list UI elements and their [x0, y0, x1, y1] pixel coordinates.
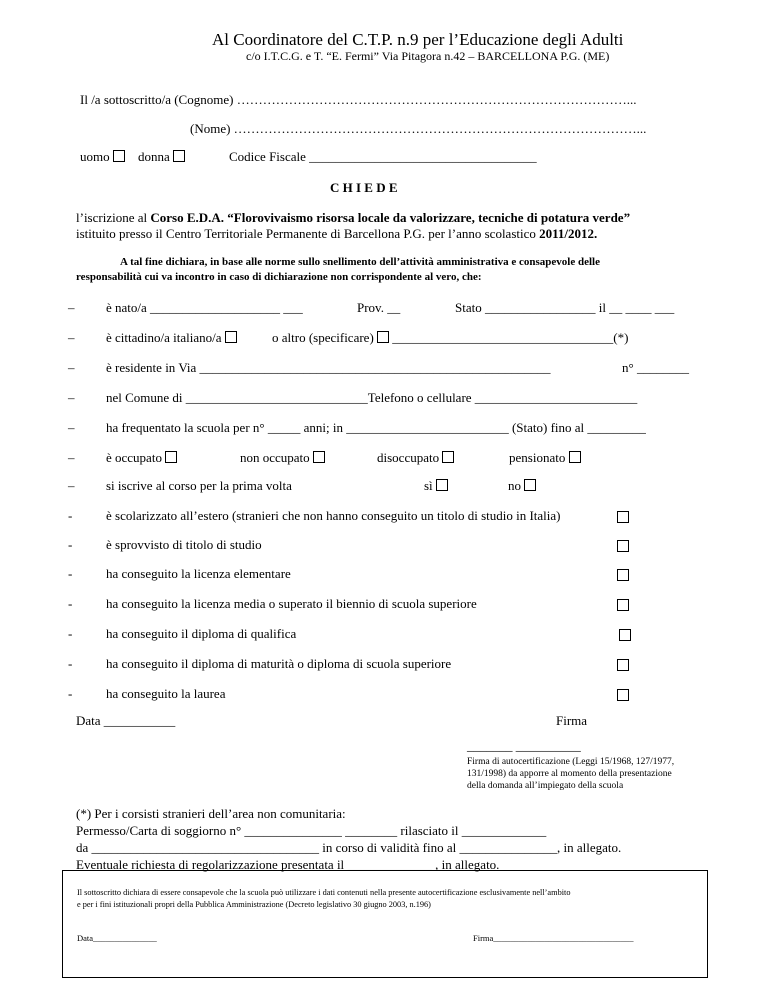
- permesso-field[interactable]: Permesso/Carta di soggiorno n° _______________ ________ rilasciato il _____________: [76, 823, 547, 838]
- dash: –: [68, 360, 75, 375]
- education-item: ha conseguito la licenza elementare: [106, 566, 291, 581]
- dash: –: [68, 330, 75, 345]
- request-line-1: [76, 210, 630, 226]
- privacy-box: [62, 870, 708, 978]
- education-checkbox[interactable]: [617, 511, 629, 523]
- education-item: ha conseguito la licenza media o superato il biennio di scuola superiore: [106, 596, 477, 611]
- numero-field[interactable]: n° ________: [622, 360, 689, 375]
- firma-note-3: della domanda all’impiegato della scuola: [467, 781, 624, 791]
- donna-checkbox[interactable]: [173, 150, 185, 162]
- privacy-line-1: Il sottoscritto dichiara di essere consapevole che la scuola può utilizzare i dati contenuti nella presente autocertificazione esclusivamente nell’ambito: [77, 888, 571, 897]
- occupato-label: è occupato: [106, 450, 162, 465]
- disoccupato-option: [377, 450, 454, 466]
- dash: –: [68, 420, 75, 435]
- non-occupato-label: non occupato: [240, 450, 310, 465]
- comune-field[interactable]: nel Comune di ____________________________Telefono o cellulare _________________________: [106, 390, 638, 405]
- si-option: [424, 478, 448, 494]
- firma-note-1: Firma di autocertificazione (Leggi 15/1968, 127/1977,: [467, 757, 675, 767]
- altro-checkbox[interactable]: [377, 331, 389, 343]
- dash: -: [68, 537, 73, 552]
- course-title: Corso E.D.A. “Florovivaismo risorsa locale da valorizzare, tecniche di potatura verde”: [150, 210, 631, 225]
- frequentato-field[interactable]: ha frequentato la scuola per n° _____ anni; in _________________________ (Stato) fino al _________: [106, 420, 646, 435]
- uomo-label: uomo: [80, 149, 110, 164]
- firma-note-2: 131/1998) da apporre al momento della presentazione: [467, 769, 672, 779]
- disoccupato-label: disoccupato: [377, 450, 440, 465]
- uomo-checkbox[interactable]: [113, 150, 125, 162]
- gender-uomo: [80, 149, 125, 165]
- data-field[interactable]: Data ___________: [76, 713, 176, 728]
- altro-field[interactable]: __________________________________(*): [392, 330, 629, 345]
- firma-line[interactable]: _______ __________: [467, 738, 581, 753]
- dash: -: [68, 656, 73, 671]
- altro-label: o altro (specificare): [272, 330, 374, 345]
- cognome-line: Il /a sottoscritto/a (Cognome) ………………………………………………………………………………...: [80, 92, 637, 107]
- dash: –: [68, 390, 75, 405]
- dash: -: [68, 508, 73, 523]
- dash: –: [68, 450, 75, 465]
- pensionato-label: pensionato: [509, 450, 566, 465]
- nato-field[interactable]: è nato/a ____________________ ___: [106, 300, 303, 315]
- occupato-option: [106, 450, 177, 466]
- pensionato-checkbox[interactable]: [569, 451, 581, 463]
- dash: -: [68, 626, 73, 641]
- disoccupato-checkbox[interactable]: [442, 451, 454, 463]
- si-label: sì: [424, 478, 433, 493]
- foreign-note: [76, 805, 621, 873]
- education-item: ha conseguito il diploma di qualifica: [106, 626, 297, 641]
- dash: -: [68, 596, 73, 611]
- dash: –: [68, 478, 75, 493]
- altro-option: [272, 330, 628, 346]
- declaration-line-1: A tal fine dichiara, in base alle norme sullo snellimento dell’attività amministrativa e consapevole delle: [120, 256, 600, 268]
- education-checkbox[interactable]: [617, 689, 629, 701]
- education-item: ha conseguito la laurea: [106, 686, 226, 701]
- request-prefix: l’iscrizione al: [76, 210, 151, 225]
- si-checkbox[interactable]: [436, 479, 448, 491]
- residente-field[interactable]: è residente in Via ______________________________________________________: [106, 360, 551, 375]
- addressee-address: c/o I.T.C.G. e T. “E. Fermi” Via Pitagora n.42 – BARCELLONA P.G. (ME): [246, 49, 610, 63]
- dash: –: [68, 300, 75, 315]
- privacy-line-2: e per i fini istituzionali propri della Pubblica Amministrazione (Decreto legislativo 30 giugno 2003, n.196): [77, 900, 431, 909]
- no-label: no: [508, 478, 521, 493]
- gender-donna: [138, 149, 185, 165]
- education-checkbox[interactable]: [617, 599, 629, 611]
- occupato-checkbox[interactable]: [165, 451, 177, 463]
- foreign-note-heading: (*) Per i corsisti stranieri dell’area non comunitaria:: [76, 806, 346, 821]
- prima-volta-label: si iscrive al corso per la prima volta: [106, 478, 292, 493]
- education-item: ha conseguito il diploma di maturità o diploma di scuola superiore: [106, 656, 452, 671]
- education-item: è sprovvisto di titolo di studio: [106, 537, 262, 552]
- non-occupato-checkbox[interactable]: [313, 451, 325, 463]
- dash: -: [68, 566, 73, 581]
- education-checkbox[interactable]: [617, 659, 629, 671]
- addressee-title: Al Coordinatore del C.T.P. n.9 per l’Educazione degli Adulti: [212, 30, 624, 49]
- cittadino-option: [106, 330, 237, 346]
- stato-field[interactable]: Stato _________________ il __ ____ ___: [455, 300, 675, 315]
- non-occupato-option: [240, 450, 325, 466]
- dash: -: [68, 686, 73, 701]
- privacy-firma-field[interactable]: Firma_________________________________: [473, 933, 634, 943]
- privacy-data-field[interactable]: Data_______________: [77, 933, 157, 943]
- cittadino-label: è cittadino/a italiano/a: [106, 330, 222, 345]
- declaration-line-2: responsabilità cui va incontro in caso di dichiarazione non corrispondente al vero, che:: [76, 271, 482, 283]
- school-year: 2011/2012.: [539, 226, 598, 241]
- no-option: [508, 478, 536, 494]
- prov-field[interactable]: Prov. __: [357, 300, 401, 315]
- education-item: è scolarizzato all’estero (stranieri che non hanno conseguito un titolo di studio in Italia): [106, 508, 561, 523]
- donna-label: donna: [138, 149, 170, 164]
- regolarizzazione-field[interactable]: Eventuale richiesta di regolarizzazione presentata il _____________ , in allegato.: [76, 857, 500, 872]
- cittadino-checkbox[interactable]: [225, 331, 237, 343]
- education-checkbox[interactable]: [617, 569, 629, 581]
- education-checkbox[interactable]: [619, 629, 631, 641]
- codice-fiscale-field[interactable]: Codice Fiscale ___________________________________: [229, 149, 537, 164]
- no-checkbox[interactable]: [524, 479, 536, 491]
- education-checkbox[interactable]: [617, 540, 629, 552]
- nome-line: (Nome) …………………………………………………………………………………...: [190, 121, 647, 136]
- request-line2-prefix: istituito presso il Centro Territoriale Permanente di Barcellona P.G. per l’anno scolastico: [76, 226, 540, 241]
- chiede-heading: C H I E D E: [330, 180, 398, 195]
- firma-label: Firma: [556, 713, 588, 728]
- validita-field[interactable]: da ___________________________________ in corso di validità fino al _______________, in allegato.: [76, 840, 622, 855]
- request-line-2: [76, 226, 597, 242]
- pensionato-option: [509, 450, 581, 466]
